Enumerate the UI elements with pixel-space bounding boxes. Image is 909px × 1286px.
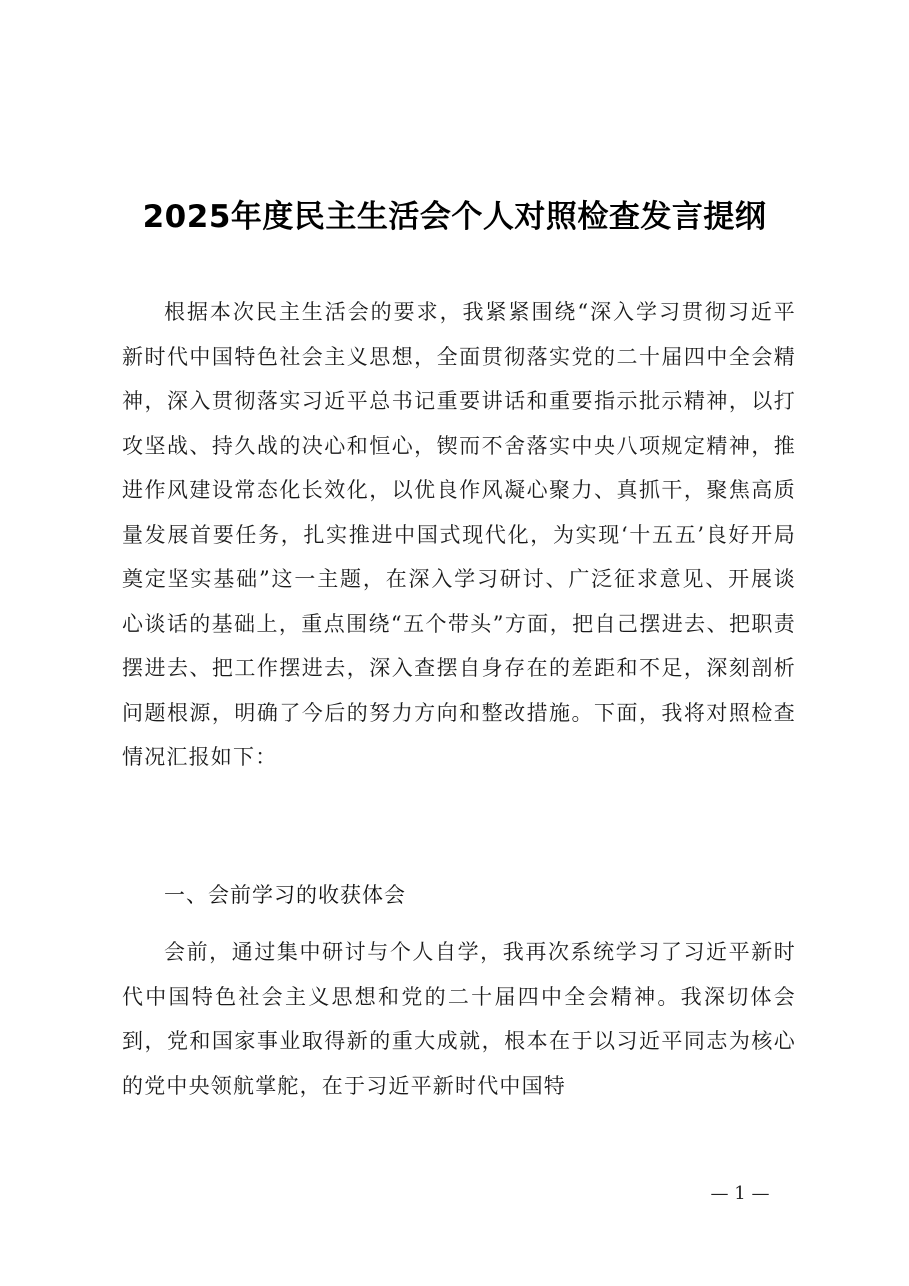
section-paragraph-block <box>122 930 796 1108</box>
document-title: 2025年度民主生活会个人对照检查发言提纲 <box>142 199 767 235</box>
section-paragraph: 会前，通过集中研讨与个人自学，我再次系统学习了习近平新时代中国特色社会主义思想和党的二十届四中全会精神。我深切体会到，党和国家事业取得新的重大成就，根本在于以习近平同志为核心的党中央领航掌舵，在于习近平新时代中国特 <box>122 940 796 1098</box>
page-number: — 1 — <box>710 1183 770 1204</box>
section-heading: 一、会前学习的收获体会 <box>164 883 406 907</box>
intro-paragraph-block <box>122 290 796 780</box>
intro-paragraph: 根据本次民主生活会的要求，我紧紧围绕“深入学习贯彻习近平新时代中国特色社会主义思想，全面贯彻落实党的二十届四中全会精神，深入贯彻落实习近平总书记重要讲话和重要指示批示精神，以打攻坚战、持久战的决心和恒心，锲而不舍落实中央八项规定精神，推进作风建设常态化长效化，以优良作风凝心聚力、真抓干，聚焦高质量发展首要任务，扎实推进中国式现代化，为实现‘十五五’良好开局奠定坚实基础”这一主题，在深入学习研讨、广泛征求意见、开展谈心谈话的基础上，重点围绕“五个带头”方面，把自己摆进去、把职责摆进去、把工作摆进去，深入查摆自身存在的差距和不足，深刻剖析问题根源，明确了今后的努力方向和整改措施。下面，我将对照检查情况汇报如下： <box>122 300 796 769</box>
